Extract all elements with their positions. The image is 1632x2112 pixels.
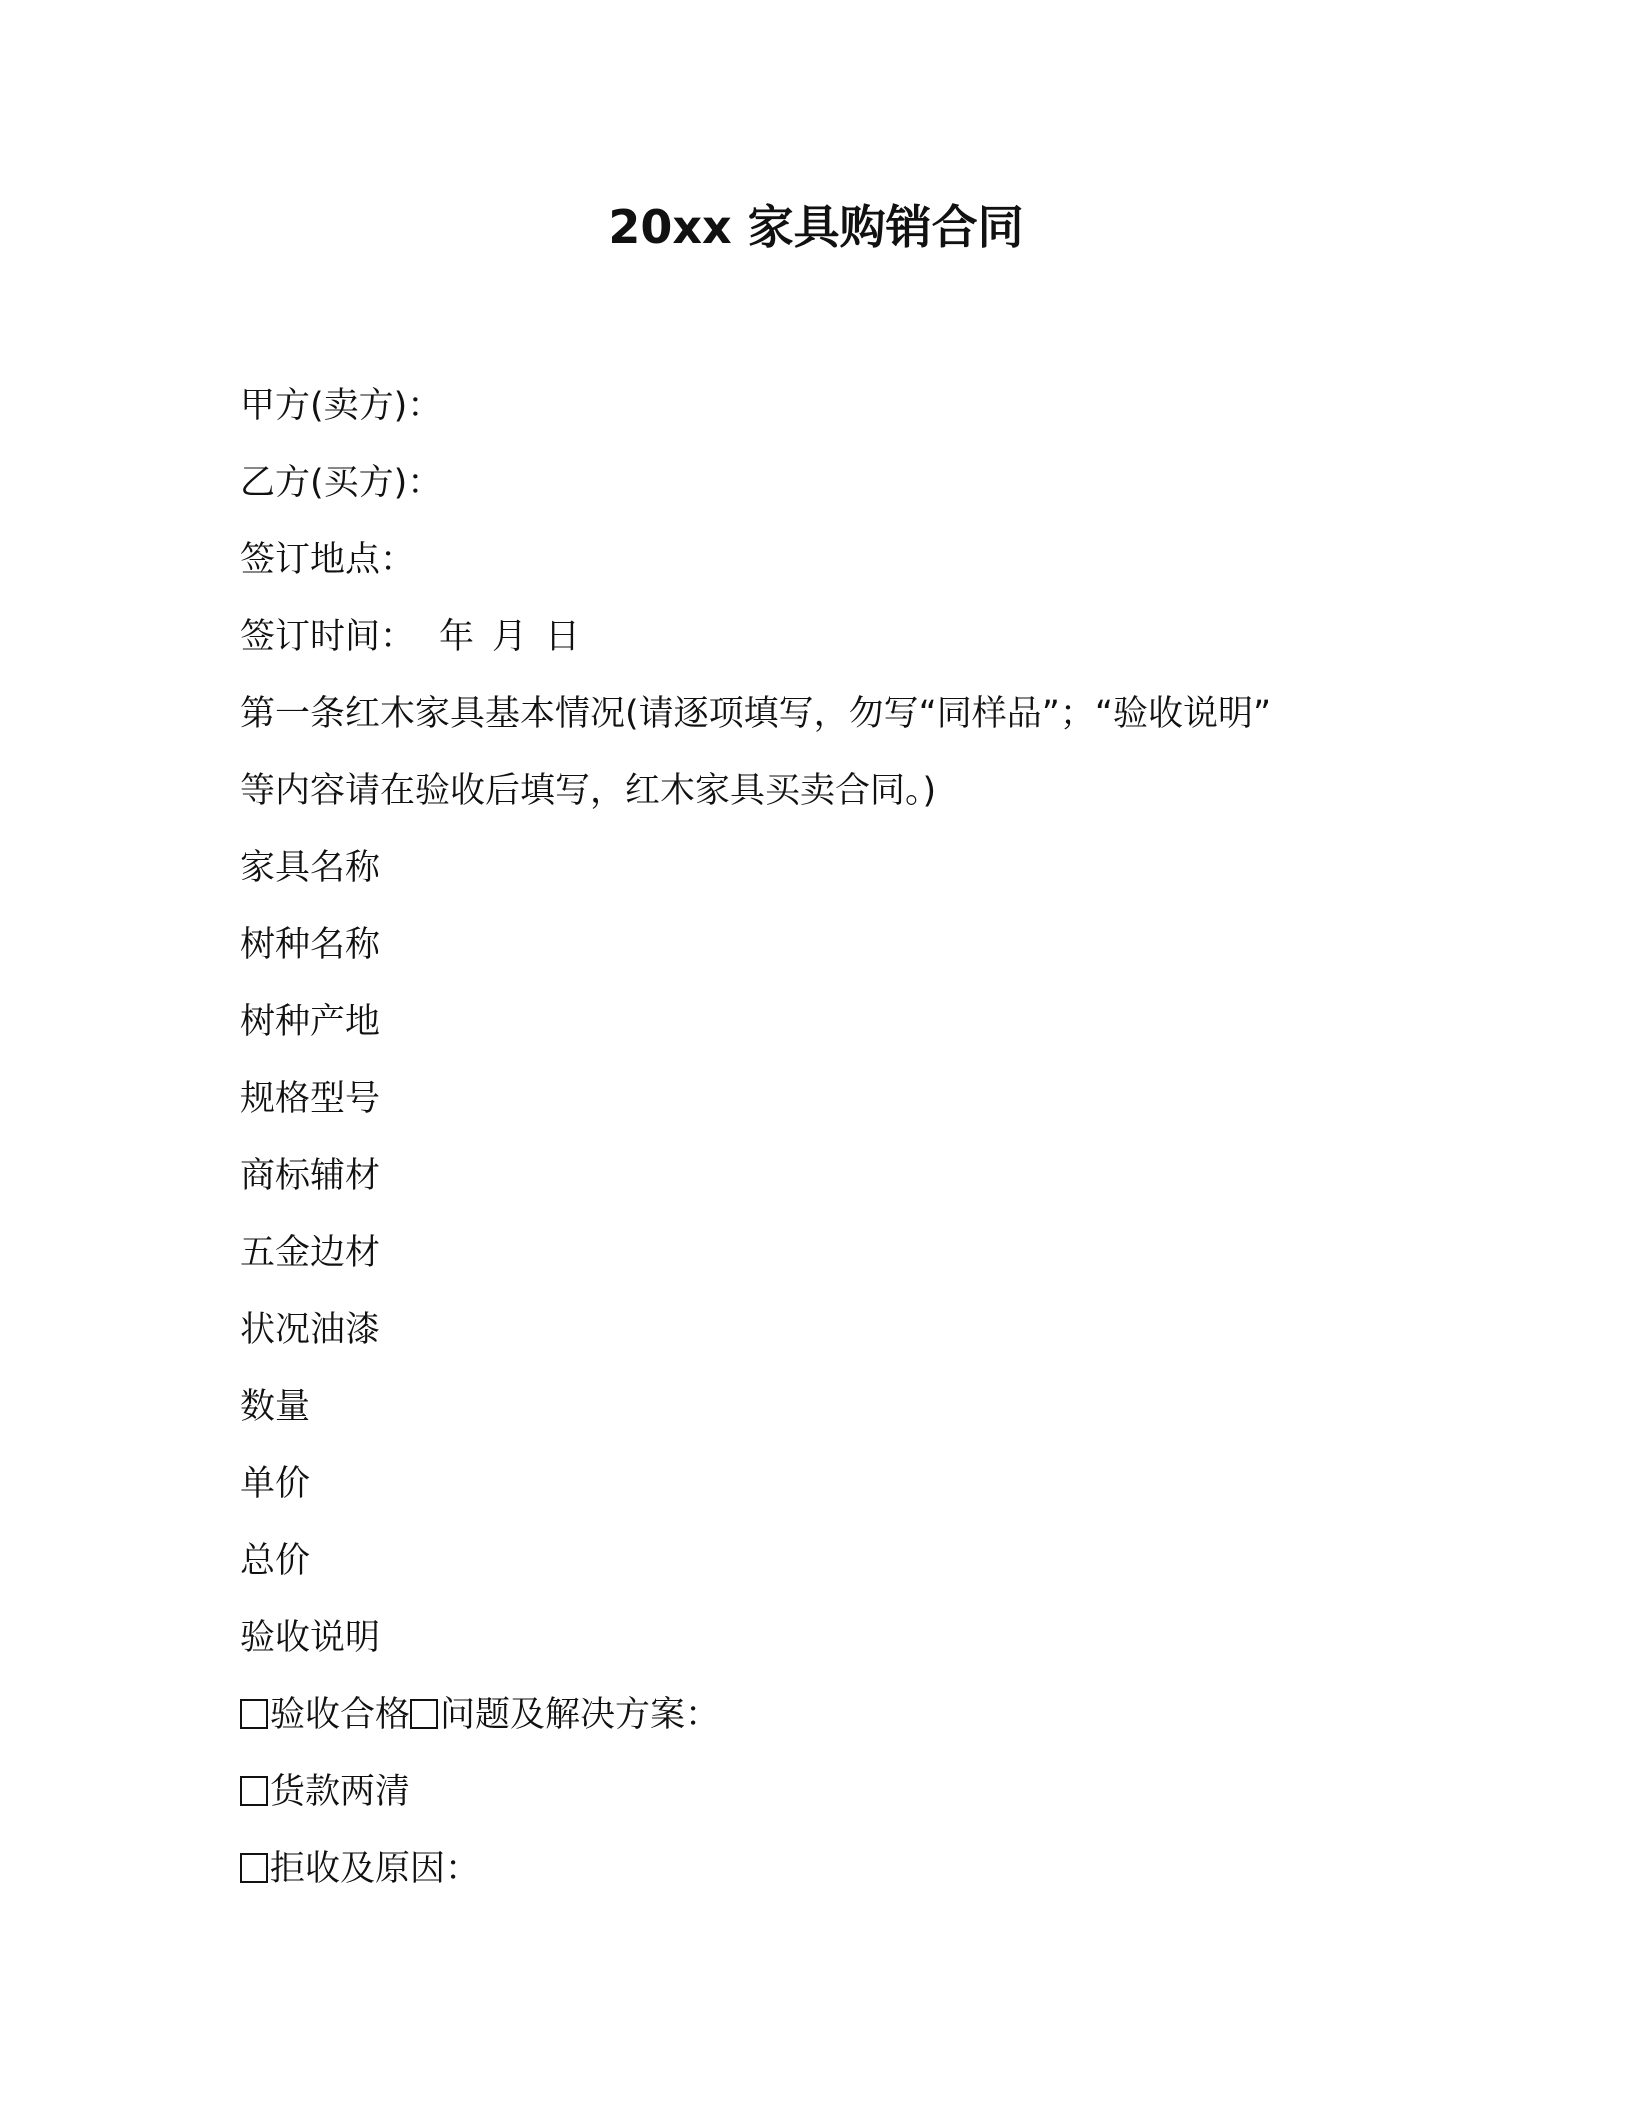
year-label: 年 <box>439 617 475 657</box>
paid-label: 货款两清 <box>270 1772 411 1812</box>
party-b-line: 乙方(买方)： <box>240 463 443 503</box>
document-title: 20xx 家具购销合同 <box>608 200 1024 254</box>
rejected-label: 拒收及原因： <box>270 1849 481 1889</box>
checkbox-line-paid <box>240 1754 1440 1831</box>
paid-checkbox[interactable] <box>240 1776 268 1806</box>
month-label: 月 <box>492 617 528 657</box>
item-acceptance-notes: 验收说明 <box>240 1618 381 1658</box>
rejected-checkbox[interactable] <box>240 1853 268 1883</box>
item-wood-species: 树种名称 <box>240 925 381 965</box>
accepted-checkbox[interactable] <box>240 1699 268 1729</box>
sign-time-line <box>240 599 1440 676</box>
day-label: 日 <box>545 617 581 657</box>
item-spec-model: 规格型号 <box>240 1079 381 1119</box>
sign-time-label: 签订时间： <box>240 617 416 657</box>
checkbox-line-rejected <box>240 1831 1440 1908</box>
accepted-label: 验收合格 <box>270 1695 411 1735</box>
item-trademark-accessories: 商标辅材 <box>240 1156 381 1196</box>
item-total-price: 总价 <box>240 1541 311 1581</box>
checkbox-line-acceptance <box>240 1677 1440 1754</box>
problems-label: 问题及解决方案： <box>440 1695 721 1735</box>
item-hardware-edges: 五金边材 <box>240 1233 381 1273</box>
item-furniture-name: 家具名称 <box>240 848 381 888</box>
document-body <box>240 368 1440 1908</box>
sign-place-line: 签订地点： <box>240 540 416 580</box>
article1-line2: 等内容请在验收后填写，红木家具买卖合同。) <box>240 771 937 811</box>
article1-line1: 第一条红木家具基本情况(请逐项填写，勿写“同样品”；“验收说明” <box>240 694 1272 734</box>
item-condition-paint: 状况油漆 <box>240 1310 381 1350</box>
problems-checkbox[interactable] <box>410 1699 438 1729</box>
party-a-line: 甲方(卖方)： <box>240 386 443 426</box>
item-unit-price: 单价 <box>240 1464 311 1504</box>
item-quantity: 数量 <box>240 1387 311 1427</box>
item-wood-origin: 树种产地 <box>240 1002 381 1042</box>
